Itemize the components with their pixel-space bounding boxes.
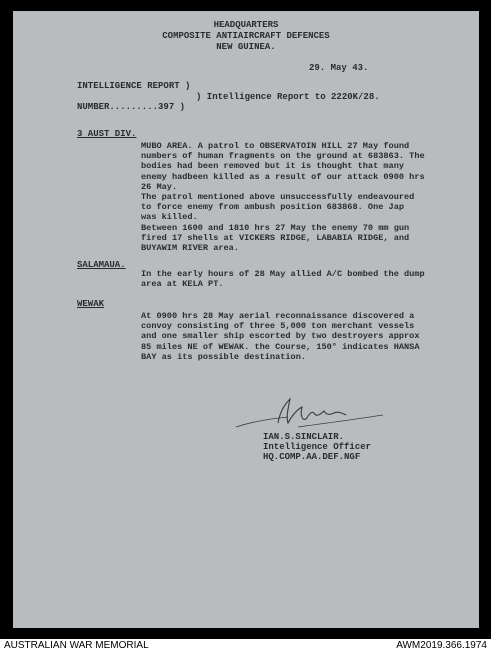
section-heading-salamaua: SALAMAUA. bbox=[77, 260, 126, 270]
handwritten-signature bbox=[228, 393, 388, 433]
document-page bbox=[13, 11, 479, 628]
text-line: to force enemy from ambush position 683868. One Jap bbox=[141, 202, 405, 213]
header-line-3: NEW GUINEA. bbox=[216, 42, 276, 52]
text-line: numbers of human fragments on the ground at 683863. The bbox=[141, 151, 425, 162]
text-line: convoy consisting of three 5,000 ton merchant vessels bbox=[141, 321, 415, 332]
header-line-1: HEADQUARTERS bbox=[213, 20, 279, 30]
section-body-salamaua bbox=[141, 269, 471, 289]
text-line: and one smaller ship escorted by two destroyers approx bbox=[141, 331, 420, 342]
text-line: bodies had been removed but it is thought that many bbox=[141, 161, 405, 172]
report-label: INTELLIGENCE REPORT ) bbox=[77, 81, 191, 91]
signatory-title: Intelligence Officer bbox=[263, 442, 372, 452]
signatory-name: IAN.S.SINCLAIR. bbox=[263, 432, 345, 442]
header-line-2: COMPOSITE ANTIAIRCRAFT DEFENCES bbox=[162, 31, 330, 41]
report-date: 29. May 43. bbox=[309, 63, 369, 73]
text-line: 26 May. bbox=[141, 181, 178, 192]
footer-reference: AWM2019.366.1974 bbox=[396, 640, 487, 651]
text-line: The patrol mentioned above unsuccessfully endeavoured bbox=[141, 192, 415, 203]
text-line: BUYAWIM RIVER area. bbox=[141, 243, 239, 254]
signatory-unit: HQ.COMP.AA.DEF.NGF bbox=[263, 452, 361, 462]
text-line: MUBO AREA. A patrol to OBSERVATOIN HILL 27 May found bbox=[141, 141, 410, 151]
report-number: NUMBER.........397 ) bbox=[77, 102, 186, 112]
footer-institution: AUSTRALIAN WAR MEMORIAL bbox=[4, 640, 149, 651]
section-heading-3-aust-div: 3 AUST DIV. bbox=[77, 129, 137, 139]
text-line: area at KELA PT. bbox=[141, 279, 224, 290]
text-line: In the early hours of 28 May allied A/C bombed the dump bbox=[141, 269, 425, 279]
text-line: was killed. bbox=[141, 212, 198, 223]
archive-footer bbox=[0, 639, 491, 653]
text-line: fired 17 shells at VICKERS RIDGE, LABABIA RIDGE, and bbox=[141, 232, 410, 243]
text-line: 85 miles NE of WEWAK. the Course, 150° indicates HANSA bbox=[141, 341, 420, 352]
text-line: Between 1600 and 1810 hrs 27 May the enemy 70 mm gun bbox=[141, 222, 410, 233]
text-line: BAY as its possible destination. bbox=[141, 351, 307, 362]
section-heading-wewak: WEWAK bbox=[77, 299, 105, 309]
report-reference: ) Intelligence Report to 2220K/28. bbox=[196, 92, 380, 102]
text-line: At 0900 hrs 28 May aerial reconnaissance discovered a bbox=[141, 311, 415, 321]
section-body-wewak bbox=[141, 311, 471, 362]
text-line: enemy hadbeen killed as a result of our attack 0900 hrs bbox=[141, 171, 425, 182]
section-body-3-aust-div bbox=[141, 141, 471, 253]
